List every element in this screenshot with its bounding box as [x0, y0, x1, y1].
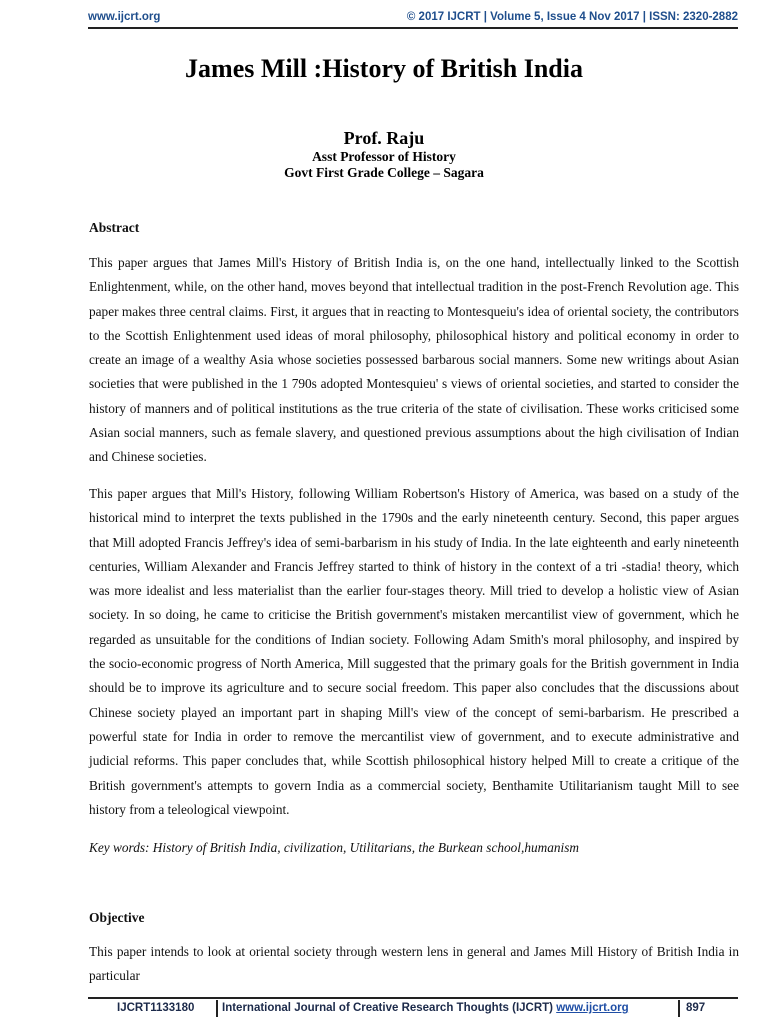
- footer-separator: [678, 1000, 680, 1017]
- footer-journal: [222, 1002, 629, 1014]
- journal-name: International Journal of Creative Research Thoughts (IJCRT): [222, 1002, 553, 1014]
- site-url[interactable]: www.ijcrt.org: [88, 11, 161, 23]
- paper-code: IJCRT1133180: [117, 1002, 195, 1014]
- objective-heading: Objective: [89, 910, 145, 925]
- page-number: 897: [686, 1002, 706, 1014]
- keywords: Key words: History of British India, civilization, Utilitarians, the Burkean school,humanism: [89, 840, 579, 855]
- author-name: Prof. Raju: [343, 128, 425, 148]
- footer-divider: [88, 997, 738, 999]
- abstract-paragraph-1: This paper argues that James Mill's History of British India is, on the one hand, intellectually linked to the Scottish Enlightenment, while, on the other hand, moves beyond that intellectual tradition in the post-French Revolution age. This paper makes three central claims. First, it argues that in reacting to Montesqueiu's idea of oriental society, the contributors to the Scottish Enlightenment used ideas of moral philosophy, philosophical history and political economy in order to create an image of a wealthy Asia whose societies possessed barbarous social manners. Some new writings about Asian societies that were published in the 1 790s adopted Montesquieu' s views of oriental societies, and started to consider the history of manners and of political institutions as the true criteria of the state of civilisation. These works criticised some Asian social manners, such as female slavery, and questioned previous assumptions about the high civilisation of Indian and Chinese societies.: [89, 255, 739, 465]
- author-position: Asst Professor of History: [312, 149, 456, 164]
- issue-info: © 2017 IJCRT | Volume 5, Issue 4 Nov 2017 | ISSN: 2320-2882: [406, 11, 738, 23]
- abstract-heading: Abstract: [89, 220, 140, 235]
- author-affiliation: Govt First Grade College – Sagara: [284, 165, 484, 180]
- abstract-paragraph-2: This paper argues that Mill's History, following William Robertson's History of America, was based on a study of the historical mind to interpret the texts published in the 1790s and the early nineteenth century. Second, this paper argues that Mill adopted Francis Jeffrey's idea of semi-barbarism in his study of India. In the late eighteenth and early nineteenth centuries, William Alexander and Francis Jeffrey started to think of history in the context of a tri -stadia! theory, which was more idealist and less materialist than the earlier four-stages theory. Mill tried to develop a holistic view of Asian society. In so doing, he came to criticise the British government's mistaken mercantilist view of government, which he regarded as unsuitable for the conditions of Indian society. Following Adam Smith's moral philosophy, and inspired by the socio-economic progress of North America, Mill suggested that the primary goals for the British government in India should be to improve its agriculture and to secure social freedom. This paper also concludes that the discussions about Chinese society played an important part in shaping Mill's view of the concept of semi-barbarism. He prescribed a powerful state for India in order to remove the mercantilist view of government, and to execute administrative and judicial reforms. This paper concludes that, while Scottish philosophical history helped Mill to create a critique of the British government's attempts to govern India as a commercial society, Benthamite Utilitarianism taught Mill to see history from a teleological viewpoint.: [89, 486, 739, 817]
- page-footer: [88, 1000, 738, 1018]
- page-header: [88, 8, 738, 26]
- objective-text: This paper intends to look at oriental society through western lens in general and James Mill History of British India in particular: [89, 944, 739, 984]
- footer-link[interactable]: www.ijcrt.org: [556, 1002, 629, 1014]
- paper-title: James Mill :History of British India: [185, 54, 583, 83]
- header-divider: [88, 27, 738, 29]
- author-block: [0, 127, 768, 181]
- footer-separator: [216, 1000, 218, 1017]
